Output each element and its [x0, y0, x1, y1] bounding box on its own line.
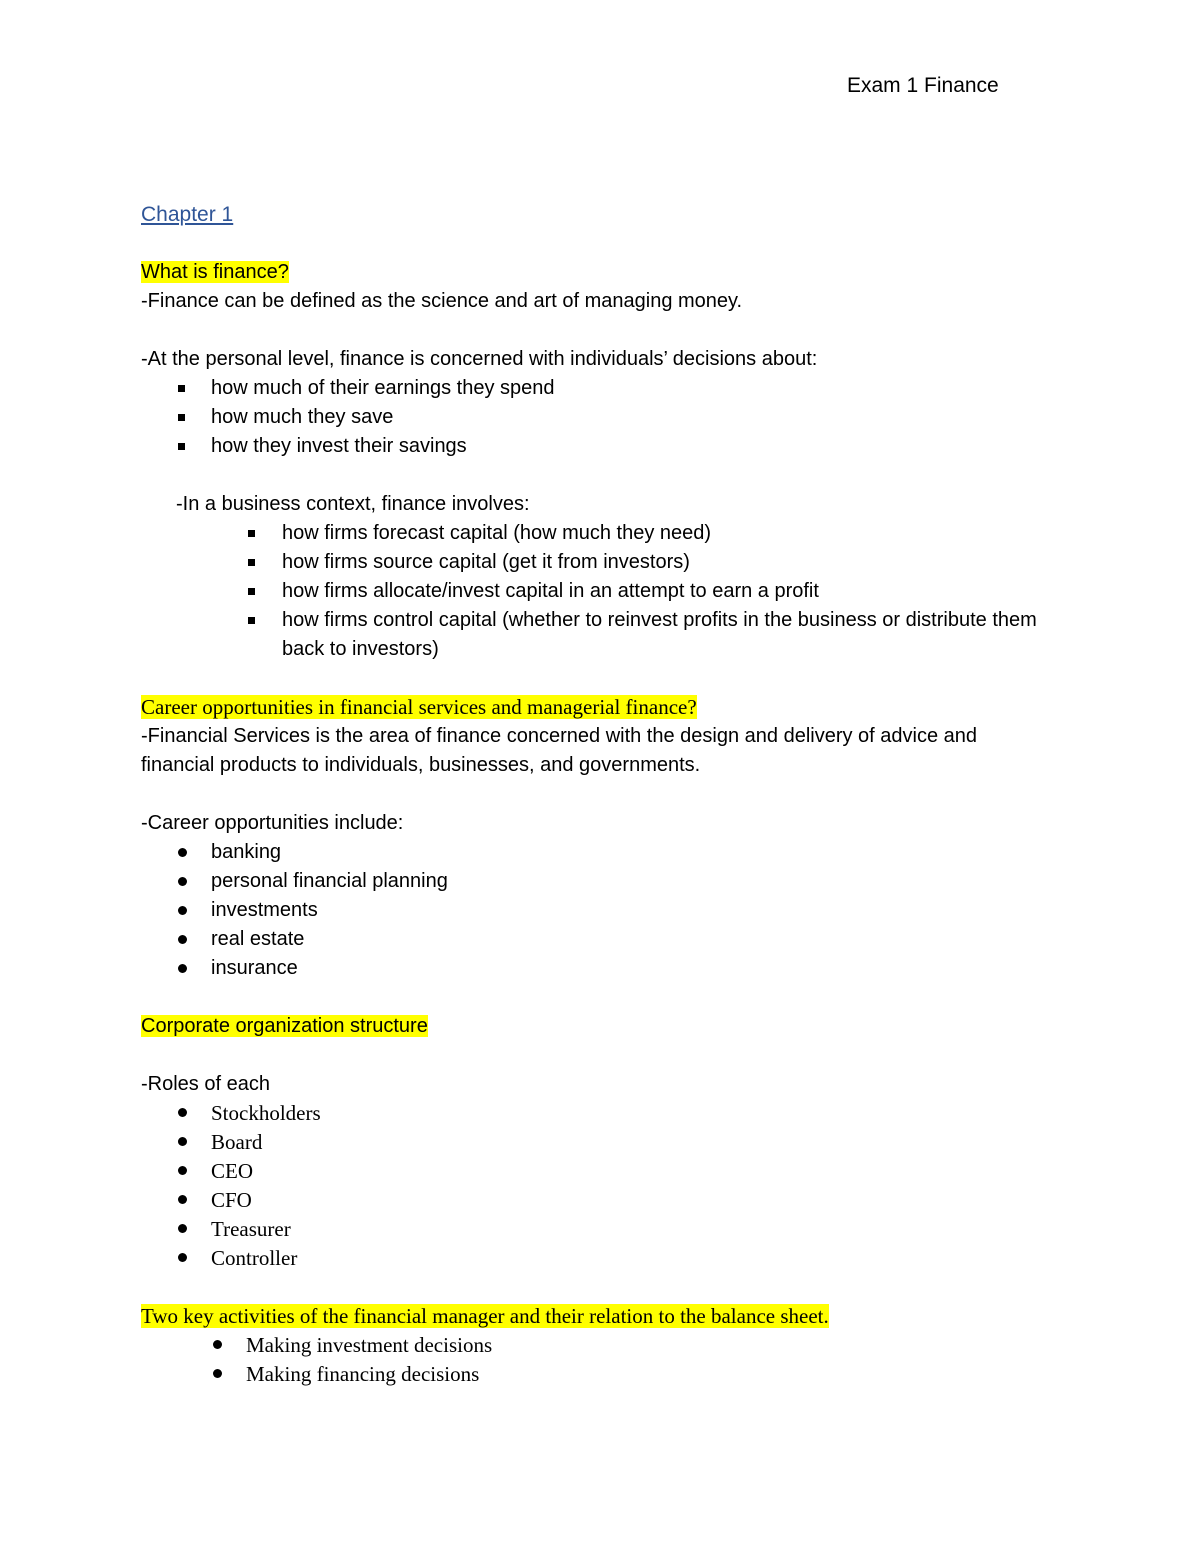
business-context-intro: -In a business context, finance involves: — [176, 493, 530, 515]
round-bullet-icon — [178, 1166, 187, 1175]
chapter-heading: Chapter 1 — [141, 203, 234, 226]
activities-list — [141, 1331, 1081, 1389]
round-bullet-icon — [178, 935, 187, 944]
list-item: how firms allocate/invest capital in an attempt to earn a profit — [141, 577, 1081, 606]
square-bullet-icon — [248, 588, 255, 595]
list-item: Making financing decisions — [141, 1360, 1081, 1389]
roles-intro: -Roles of each — [141, 1073, 270, 1095]
financial-services-definition-line1: -Financial Services is the area of finance concerned with the design and delivery of advice and — [141, 725, 978, 747]
list-item: Stockholders — [141, 1099, 1081, 1128]
section-key-activities — [141, 1302, 1081, 1331]
personal-level-intro: -At the personal level, finance is concerned with individuals’ decisions about: — [141, 348, 818, 370]
chapter-line — [141, 200, 1081, 229]
round-bullet-icon — [178, 906, 187, 915]
list-item: how much of their earnings they spend — [141, 374, 1081, 403]
list-item: how firms control capital (whether to reinvest profits in the business or distribute them back to investors) — [141, 606, 1081, 664]
list-item: Controller — [141, 1244, 1081, 1273]
round-bullet-icon — [213, 1369, 222, 1378]
personal-level-list — [141, 374, 1081, 461]
corporate-structure-heading: Corporate organization structure — [141, 1015, 428, 1037]
square-bullet-icon — [248, 559, 255, 566]
financial-services-definition-line2: financial products to individuals, businesses, and governments. — [141, 754, 701, 776]
list-item: how they invest their savings — [141, 432, 1081, 461]
round-bullet-icon — [178, 1195, 187, 1204]
list-item: CFO — [141, 1186, 1081, 1215]
round-bullet-icon — [178, 1224, 187, 1233]
roles-list — [141, 1099, 1081, 1273]
list-item: real estate — [141, 925, 1081, 954]
finance-definition: -Finance can be defined as the science and art of managing money. — [141, 290, 743, 312]
list-item: how much they save — [141, 403, 1081, 432]
what-is-finance-heading: What is finance? — [141, 261, 289, 283]
list-item: Making investment decisions — [141, 1331, 1081, 1360]
list-item: how firms forecast capital (how much they need) — [141, 519, 1081, 548]
page-header-title: Exam 1 Finance — [847, 74, 999, 97]
list-item: banking — [141, 838, 1081, 867]
careers-list — [141, 838, 1081, 983]
round-bullet-icon — [178, 848, 187, 857]
list-item: Treasurer — [141, 1215, 1081, 1244]
square-bullet-icon — [178, 385, 185, 392]
square-bullet-icon — [178, 443, 185, 450]
section-what-is-finance — [141, 258, 1081, 287]
round-bullet-icon — [178, 1253, 187, 1262]
list-item: how firms source capital (get it from investors) — [141, 548, 1081, 577]
section-career-opportunities — [141, 693, 1081, 722]
square-bullet-icon — [248, 617, 255, 624]
section-corporate-structure — [141, 1012, 1081, 1041]
list-item: insurance — [141, 954, 1081, 983]
round-bullet-icon — [178, 1108, 187, 1117]
list-item: CEO — [141, 1157, 1081, 1186]
square-bullet-icon — [248, 530, 255, 537]
list-item: Board — [141, 1128, 1081, 1157]
career-opportunities-heading: Career opportunities in financial services and managerial finance? — [141, 695, 697, 719]
list-item: investments — [141, 896, 1081, 925]
round-bullet-icon — [178, 1137, 187, 1146]
round-bullet-icon — [213, 1340, 222, 1349]
careers-intro: -Career opportunities include: — [141, 812, 404, 834]
round-bullet-icon — [178, 877, 187, 886]
list-item: personal financial planning — [141, 867, 1081, 896]
business-context-list — [141, 519, 1081, 664]
square-bullet-icon — [178, 414, 185, 421]
key-activities-heading: Two key activities of the financial manager and their relation to the balance sheet. — [141, 1304, 829, 1328]
document-body — [141, 200, 1081, 1389]
round-bullet-icon — [178, 964, 187, 973]
